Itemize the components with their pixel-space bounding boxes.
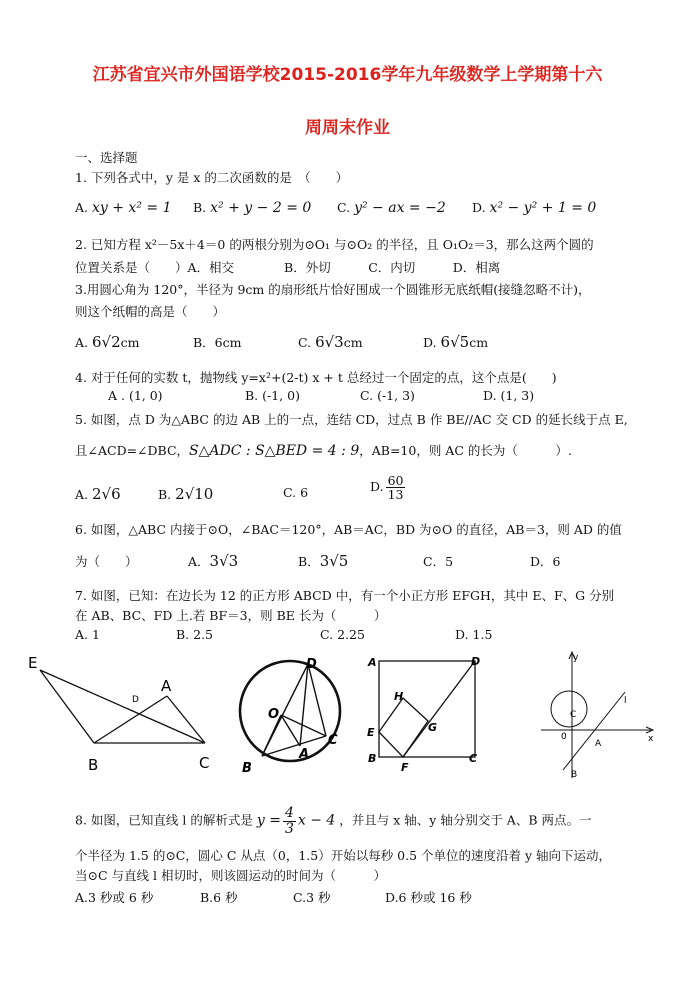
q1-stem: 1. 下列各式中，y 是 x 的二次函数的是 （ ） — [75, 170, 349, 185]
fig2-label-b: B — [242, 761, 252, 776]
q8-option-d: D.6 秒或 16 秒 — [385, 890, 472, 905]
q6-option-b: B．3√5 — [298, 552, 349, 570]
q5-line1: 5. 如图，点 D 为△ABC 的边 AB 上的一点，连结 CD，过点 B 作 BE//AC 交 CD 的延长线于点 E, — [75, 412, 628, 427]
fig3-label-g: G — [428, 721, 438, 734]
figure-triangle-bed — [22, 648, 222, 778]
q3-option-b: B．6cm — [193, 335, 242, 350]
q3-line1: 3.用圆心角为 120°，半径为 9cm 的扇形纸片恰好围成一个圆锥形无底纸帽(接缝忽略不计)， — [75, 282, 591, 297]
fig3-label-b: B — [368, 752, 377, 765]
fig3-label-h: H — [394, 690, 404, 703]
q6-option-a: A．3√3 — [188, 552, 239, 570]
q1-option-b: B. x² + y − 2 = 0 — [193, 200, 312, 216]
q5-option-b: B. 2√10 — [158, 485, 214, 503]
fig3-label-a: A — [368, 656, 377, 669]
q7-line2: 在 AB、BC、FD 上.若 BF＝3，则 BE 长为（ ） — [75, 608, 387, 623]
q6-line1: 6. 如图，△ABC 内接于⊙O，∠BAC＝120°，AB＝AC，BD 为⊙O 的直径，AB＝3，则 AD 的值 — [75, 522, 622, 537]
q6-option-c: C．5 — [423, 554, 454, 569]
q4-option-d: D. (1, 3) — [483, 388, 535, 403]
figure-coordinate-plane — [533, 648, 663, 783]
q3-option-d: D. 6√5cm — [423, 333, 489, 351]
q8-option-c: C.3 秒 — [293, 890, 331, 905]
q3-option-a: A. 6√2cm — [75, 333, 140, 351]
fig2-label-a: A — [299, 747, 310, 762]
q4-option-c: C. (-1, 3) — [360, 388, 415, 403]
fig3-label-c: C — [469, 752, 478, 765]
q7-option-b: B. 2.5 — [176, 627, 214, 642]
q2-line2: 位置关系是（ ）A．相交 B．外切 C．内切 D．相离 — [75, 260, 501, 275]
fig4-label-a: A — [595, 739, 602, 749]
q8-option-a: A.3 秒或 6 秒 — [75, 890, 154, 905]
q7-option-d: D. 1.5 — [455, 627, 493, 642]
doc-title-line2: 周周末作业 — [305, 118, 390, 138]
fig3-label-f: F — [401, 761, 409, 774]
q1-option-d: D. x² − y² + 1 = 0 — [472, 200, 597, 216]
q7-line1: 7. 如图，已知：在边长为 12 的正方形 ABCD 中，有一个小正方形 EFGH，其中 E、F、G 分别 — [75, 588, 615, 603]
q6-line2: 为（ ） — [75, 554, 138, 569]
figure-circle-abc — [228, 652, 353, 777]
q5-line2: 且∠ACD=∠DBC，S△ADC : S△BED = 4 : 9，AB=10，则 AC 的长为（ ）. — [75, 443, 572, 459]
q5-option-d: D. $\frac{60}{13}$ — [370, 473, 404, 503]
q8-line3: 当⊙C 与直线 l 相切时，则该圆运动的时间为（ ） — [75, 868, 386, 883]
fig3-label-d: D — [471, 655, 481, 668]
fig1-label-c: C — [199, 754, 210, 772]
fig4-label-b: B — [571, 770, 578, 780]
q7-option-c: C. 2.25 — [320, 627, 365, 642]
fig4-label-origin: 0 — [561, 732, 567, 742]
fig4-label-c: C — [570, 710, 577, 720]
fig1-label-a: A — [161, 677, 172, 695]
doc-title-line1: 江苏省宜兴市外国语学校2015-2016学年九年级数学上学期第十六 — [92, 65, 603, 85]
fig1-label-e: E — [28, 654, 38, 672]
q8-line2: 个半径为 1.5 的⊙C，圆心 C 从点（0，1.5）开始以每秒 0.5 个单位的速度沿着 y 轴向下运动， — [75, 848, 612, 863]
section-heading: 一、选择题 — [75, 150, 138, 165]
fig2-label-o: O — [268, 707, 280, 722]
figure-square-abcd — [365, 652, 490, 774]
q4-line1: 4. 对于任何的实数 t，抛物线 y=x²+(2-t) x + t 总经过一个固定的点，这个点是( ) — [75, 370, 557, 385]
q5-option-a: A. 2√6 — [75, 485, 121, 503]
fig4-label-l: l — [624, 696, 627, 706]
q3-option-c: C. 6√3cm — [298, 333, 363, 351]
q4-option-b: B. (-1, 0) — [245, 388, 300, 403]
fig4-label-x: x — [648, 734, 654, 744]
q7-option-a: A. 1 — [75, 627, 100, 642]
fig1-label-b: B — [88, 756, 99, 774]
q1-option-a: A. xy + x² = 1 — [75, 200, 172, 216]
q4-option-a: A . (1, 0) — [108, 388, 163, 403]
fig4-label-y: y — [573, 653, 579, 663]
fig1-label-d: D — [132, 695, 139, 705]
q1-option-c: C. y² − ax = −2 — [337, 200, 446, 216]
q2-line1: 2. 已知方程 x²－5x＋4＝0 的两根分别为⊙O₁ 与⊙O₂ 的半径，且 O₁O₂＝3，那么这两个圆的 — [75, 237, 594, 252]
fig2-label-c: C — [328, 733, 338, 748]
q8-line1: 8. 如图，已知直线 l 的解析式是 y = $\frac{4}{3}$ x − 4 ，并且与 x 轴、y 轴分别交于 A、B 两点。一 — [75, 805, 592, 837]
q5-option-c: C. 6 — [283, 485, 309, 500]
fig2-label-d: D — [306, 657, 317, 672]
q6-option-d: D．6 — [530, 554, 561, 569]
fig3-label-e: E — [367, 726, 375, 739]
q8-option-b: B.6 秒 — [200, 890, 238, 905]
q3-line2: 则这个纸帽的高是（ ） — [75, 304, 226, 319]
